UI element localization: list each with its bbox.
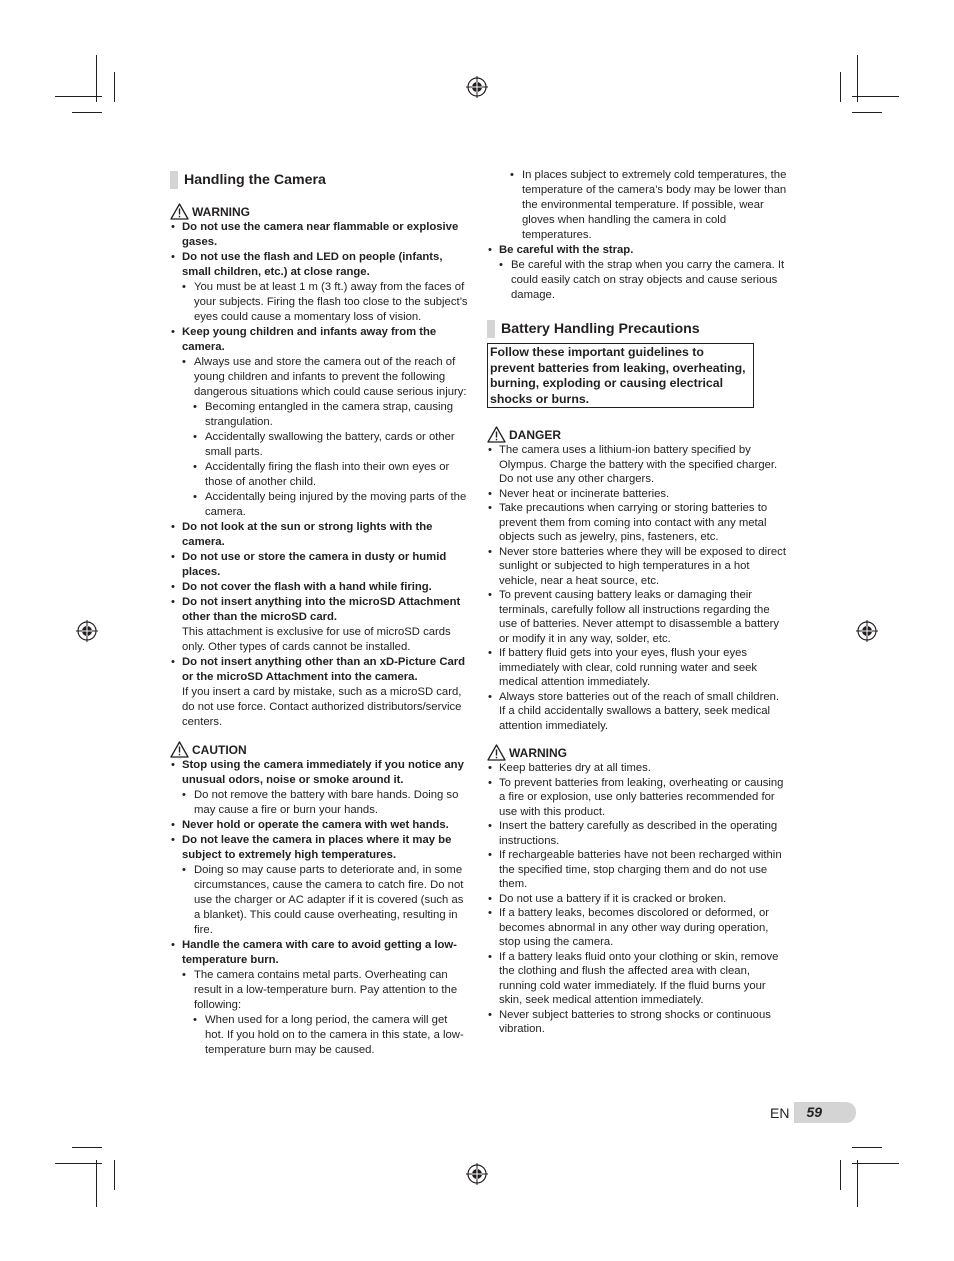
- list-item: • If a battery leaks fluid onto your clothing or skin, remove the clothing and flush the affected area with clean, running cold water immediately. If the fluid burns your skin, seek medical attention immediately.: [487, 950, 787, 1008]
- list-item: • Be careful with the strap.: [487, 243, 787, 258]
- list-item: • To prevent batteries from leaking, overheating or causing a fire or explosion, use only batteries recommended for use with this product.: [487, 776, 787, 820]
- sub-list-item: • Do not remove the battery with bare hands. Doing so may cause a fire or burn your hands.: [170, 788, 468, 818]
- danger-triangle-icon: [487, 426, 506, 443]
- left-warning-list: [170, 220, 468, 730]
- list-item: • Always store batteries out of the reach of small children. If a child accidentally swallows a battery, seek medical attention immediately.: [487, 690, 787, 734]
- right-warning-list: [487, 761, 787, 1037]
- caution-triangle-icon: [170, 741, 189, 758]
- sub-sub-list-item: • When used for a long period, the camera will get hot. If you hold on to the camera in this state, a low-temperature burn may be caused.: [170, 1013, 468, 1058]
- list-item: • Never store batteries where they will be exposed to direct sunlight or subjected to high temperatures in a hot vehicle, near a heat source, etc.: [487, 545, 787, 589]
- list-item: • Keep young children and infants away from the camera.: [170, 325, 468, 355]
- left-caution-list: [170, 758, 468, 1058]
- sub-list-item: • Doing so may cause parts to deteriorate and, in some circumstances, cause the camera to catch fire. Do not use the charger or AC adapter if it is covered (such as a blanket). This could cause overheating, resulting in fire.: [170, 863, 468, 938]
- page-footer: [770, 1102, 856, 1123]
- list-item: • Do not use the flash and LED on people (infants, small children, etc.) at close range.: [170, 250, 468, 280]
- sub-sub-list-item: • Accidentally swallowing the battery, cards or other small parts.: [170, 430, 468, 460]
- list-item: • Do not look at the sun or strong lights with the camera.: [170, 520, 468, 550]
- item-note: This attachment is exclusive for use of microSD cards only. Other types of cards cannot be installed.: [182, 626, 451, 653]
- sub-sub-list-item: • Accidentally firing the flash into their own eyes or those of another child.: [170, 460, 468, 490]
- page-number: 59: [794, 1102, 856, 1123]
- sub-sub-list-item: • Becoming entangled in the camera strap, causing strangulation.: [170, 400, 468, 430]
- registration-mark-bottom-icon: [466, 1163, 488, 1185]
- caution-label-text: CAUTION: [192, 743, 247, 757]
- caution-label: [170, 741, 468, 758]
- left-column: [170, 171, 468, 1058]
- warning-triangle-icon: [487, 744, 506, 761]
- warning-label-text: WARNING: [192, 205, 250, 219]
- list-item: • Keep batteries dry at all times.: [487, 761, 787, 776]
- right-continuation-list: [487, 168, 787, 303]
- sub-list-item: • The camera contains metal parts. Overheating can result in a low-temperature burn. Pay attention to the following:: [170, 968, 468, 1013]
- list-item: • Never heat or incinerate batteries.: [487, 487, 787, 502]
- danger-label-text: DANGER: [509, 428, 562, 442]
- list-item: • Handle the camera with care to avoid getting a low-temperature burn.: [170, 938, 468, 968]
- guidelines-box: Follow these important guidelines to prevent batteries from leaking, overheating, burning, exploding or causing electrical shocks or burns.: [487, 343, 754, 408]
- sub-sub-list-item: • Accidentally being injured by the moving parts of the camera.: [170, 490, 468, 520]
- warning-label: [487, 744, 787, 761]
- warning-triangle-icon: [170, 203, 189, 220]
- list-item: • Never subject batteries to strong shocks or continuous vibration.: [487, 1008, 787, 1037]
- list-item: • Never hold or operate the camera with wet hands.: [170, 818, 468, 833]
- list-item: • Do not insert anything other than an xD-Picture Card or the microSD Attachment into the camera. If you insert a card by mistake, such as a microSD card, do not use force. Contact authorized distributors/service centers.: [170, 655, 468, 730]
- warning-label-text: WARNING: [509, 746, 567, 760]
- list-item: • Take precautions when carrying or storing batteries to prevent them from coming into contact with any metal objects such as jewelry, pins, fasteners, etc.: [487, 501, 787, 545]
- sub-list-item: • Always use and store the camera out of the reach of young children and infants to prevent the following dangerous situations which could cause serious injury:: [170, 355, 468, 400]
- list-item: • The camera uses a lithium-ion battery specified by Olympus. Charge the battery with the specified charger. Do not use any other chargers.: [487, 443, 787, 487]
- item-note: If you insert a card by mistake, such as a microSD card, do not use force. Contact authorized distributors/service centers.: [182, 686, 462, 728]
- battery-precautions-heading: Battery Handling Precautions: [487, 320, 787, 338]
- registration-mark-top-icon: [466, 76, 488, 98]
- list-item: • Do not use or store the camera in dusty or humid places.: [170, 550, 468, 580]
- list-item: • Stop using the camera immediately if you notice any unusual odors, noise or smoke around it.: [170, 758, 468, 788]
- handling-camera-heading: Handling the Camera: [170, 171, 468, 189]
- list-item: • If rechargeable batteries have not been recharged within the specified time, stop charging them and do not use them.: [487, 848, 787, 892]
- list-item: • Insert the battery carefully as described in the operating instructions.: [487, 819, 787, 848]
- list-item: • Do not use a battery if it is cracked or broken.: [487, 892, 787, 907]
- list-item: • Do not use the camera near flammable or explosive gases.: [170, 220, 468, 250]
- sub-sub-list-item: • In places subject to extremely cold temperatures, the temperature of the camera’s body may be lower than the environmental temperature. If possible, wear gloves when handling the camera in cold temperatures.: [487, 168, 787, 243]
- list-item: • Do not cover the flash with a hand while firing.: [170, 580, 468, 595]
- right-column: [487, 168, 787, 1037]
- language-label: EN: [770, 1104, 790, 1121]
- list-item: • Do not insert anything into the microSD Attachment other than the microSD card. This attachment is exclusive for use of microSD cards only. Other types of cards cannot be installed.: [170, 595, 468, 655]
- right-danger-list: [487, 443, 787, 733]
- list-item: • If battery fluid gets into your eyes, flush your eyes immediately with clear, cold running water and seek medical attention immediately.: [487, 646, 787, 690]
- registration-mark-right-icon: [856, 620, 878, 642]
- sub-list-item: • You must be at least 1 m (3 ft.) away from the faces of your subjects. Firing the flash too close to the subject’s eyes could cause a momentary loss of vision.: [170, 280, 468, 325]
- sub-list-item: • Be careful with the strap when you carry the camera. It could easily catch on stray objects and cause serious damage.: [487, 258, 787, 303]
- warning-label: [170, 203, 468, 220]
- registration-mark-left-icon: [76, 620, 98, 642]
- list-item: • To prevent causing battery leaks or damaging their terminals, carefully follow all instructions regarding the use of batteries. Never attempt to disassemble a battery or modify it in any way, solder, etc.: [487, 588, 787, 646]
- danger-label: [487, 426, 787, 443]
- list-item: • If a battery leaks, becomes discolored or deformed, or becomes abnormal in any other way during operation, stop using the camera.: [487, 906, 787, 950]
- list-item: • Do not leave the camera in places where it may be subject to extremely high temperatures.: [170, 833, 468, 863]
